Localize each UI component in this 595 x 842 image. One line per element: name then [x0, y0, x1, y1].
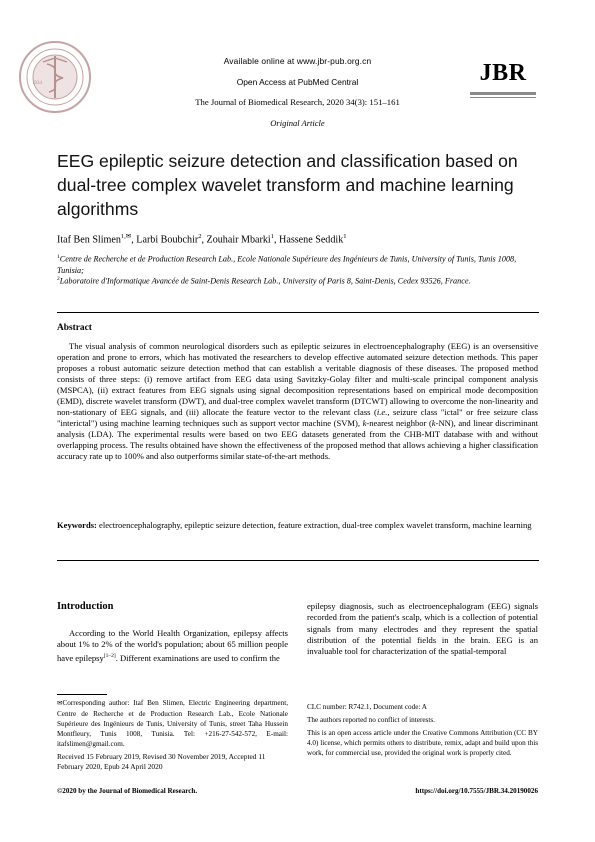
author-sep: , [201, 234, 207, 246]
copyright-footer: ©2020 by the Journal of Biomedical Research. [57, 787, 198, 795]
author-sep: , [131, 234, 137, 246]
intro-text: . Different examinations are used to confirm the [115, 652, 280, 663]
abstract-heading: Abstract [57, 323, 92, 333]
author-name: Hassene Seddik [279, 234, 344, 246]
logo-rule-thin [470, 97, 536, 98]
corresponding-text: Corresponding author: Itaf Ben Slimen, Electric Engineering department, Centre de Recherche et de Production Research Lab., Ecole Nationale Supérieure des Ingénieurs de Tunis, University of Tunis, street Taha Hussein Montfleury, Tunis 1008, Tunisia. Tel: +216-27-542-572, E-mail: itafslimen@gmail.com. [57, 699, 288, 748]
article-type: Original Article [270, 118, 325, 128]
affiliation-2 [57, 274, 539, 287]
abstract-text-part: -nearest neighbor ( [366, 418, 432, 429]
affiliation-text: Laboratoire d'Informatique Avancée de Saint-Denis Research Lab., University of Paris 8, Saint-Denis, Cedex 93526, France. [59, 276, 471, 286]
keywords-label: Keywords: [57, 520, 97, 530]
author-sup: 1,✉ [120, 233, 132, 240]
clc-number: CLC number: R742.1, Document code: A [307, 703, 427, 711]
journal-citation: The Journal of Biomedical Research, 2020 34(3): 151–161 [195, 97, 400, 107]
affiliation-sup: 1 [57, 254, 60, 260]
abstract-body [57, 341, 538, 463]
introduction-right-column: epilepsy diagnosis, such as electroencephalogram (EEG) signals recorded from the patient's scalp, which is a collection of potential signals from many electrodes and they represent the spatial distribution of the potential fields in the brain. EEG is an invaluable tool for characterization of the spatial-temporal [307, 601, 538, 657]
introduction-heading: Introduction [57, 601, 114, 612]
abstract-k: k [362, 418, 367, 429]
author-list [57, 232, 539, 245]
available-online-text: Available online at www.jbr-pub.org.cn [223, 56, 372, 66]
doi-link[interactable]: https://doi.org/10.7555/JBR.34.20190026 [415, 787, 538, 795]
license-statement: This is an open access article under the Creative Commons Attribution (CC BY 4.0) license, which permits others to distribute, remix, adapt and build upon this work, for commercial use, provided the original work is properly cited. [307, 729, 538, 757]
article-title: EEG epileptic seizure detection and classification based on dual-tree complex wavelet transform and machine learning algorithms [57, 151, 518, 219]
author-sup: 1 [270, 233, 274, 240]
abstract-text-part: -NN), and linear discriminant analysis (LDA). The experimental results were based on two EEG datasets generated from the CHB-MIT database with and without overlapping process. The results obtained have shown the effectiveness of the proposed method that allows achieving a higher classification accuracy rate up to 100% and also outperforms similar state-of-the-art methods. [57, 418, 538, 462]
abstract-top-rule [57, 312, 539, 313]
envelope-icon: ✉ [57, 700, 63, 707]
affiliation-sup: 2 [57, 276, 60, 282]
abstract-text-part: , seizure class "ictal" or free seizure class "interictal") using machine learning techniques such as support vector machine (SVM), [57, 407, 538, 429]
logo-rule [470, 92, 536, 95]
abstract-text-part: The visual analysis of common neurological disorders such as epileptic seizures in electroencephalography (EEG) is an oversensitive operation and prone to errors, which has motivated the researchers to develop effective automated seizure detection methods. This paper proposes a robust automatic seizure detection method that can establish a veritable diagnosis of these diseases. The proposed method consists of three steps: (i) remove artifact from EEG data using Savitzky-Golay filter and multi-scale principal component analysis (MSPCA), (ii) extract features from EEG signals using signal decomposition representations based on empirical mode decomposition (EMD), discrete wavelet transform (DWT), and dual-tree complex wavelet transform (DTCWT) allowing to overcome the non-linearity and non-stationary of EEG signals, and (iii) allocate the feature vector to the relevant class ( [57, 341, 538, 418]
corresponding-author-note [57, 698, 288, 749]
jbr-logo: JBR [479, 60, 527, 86]
introduction-left-column [57, 628, 288, 664]
author-name: Itaf Ben Slimen [57, 234, 121, 246]
footnote-rule [57, 694, 107, 695]
abstract-bottom-rule [57, 560, 539, 561]
conflict-statement: The authors reported no conflict of interests. [307, 716, 435, 724]
author-name: Zouhair Mbarki [206, 234, 271, 246]
abstract-k: k [431, 418, 436, 429]
keywords [57, 520, 538, 531]
affiliation-text: Centre de Recherche et de Production Research Lab., Ecole Nationale Supérieure des Ingénieurs de Tunis, University of Tunis, Tunis 1008, Tunisia; [57, 254, 517, 275]
intro-text: According to the World Health Organization, epilepsy affects about 1% to 2% of the world's population; about 65 million people have epilepsy [57, 628, 288, 663]
svg-text:1934: 1934 [32, 81, 42, 86]
author-sup: 1 [343, 233, 347, 240]
author-sep: , [274, 234, 280, 246]
abstract-ie: i.e. [376, 407, 388, 418]
citation: [1–2] [103, 652, 116, 659]
affiliation-1 [57, 252, 539, 276]
received-dates: Received 15 February 2019, Revised 30 November 2019, Accepted 11 February 2020, Epub 24 April 2020 [57, 752, 266, 771]
author-name: Larbi Boubchir [136, 234, 199, 246]
open-access-text: Open Access at PubMed Central [236, 77, 359, 87]
author-sup: 2 [198, 233, 202, 240]
keywords-text: electroencephalography, epileptic seizure detection, feature extraction, dual-tree complex wavelet transform, machine learning [96, 520, 532, 530]
